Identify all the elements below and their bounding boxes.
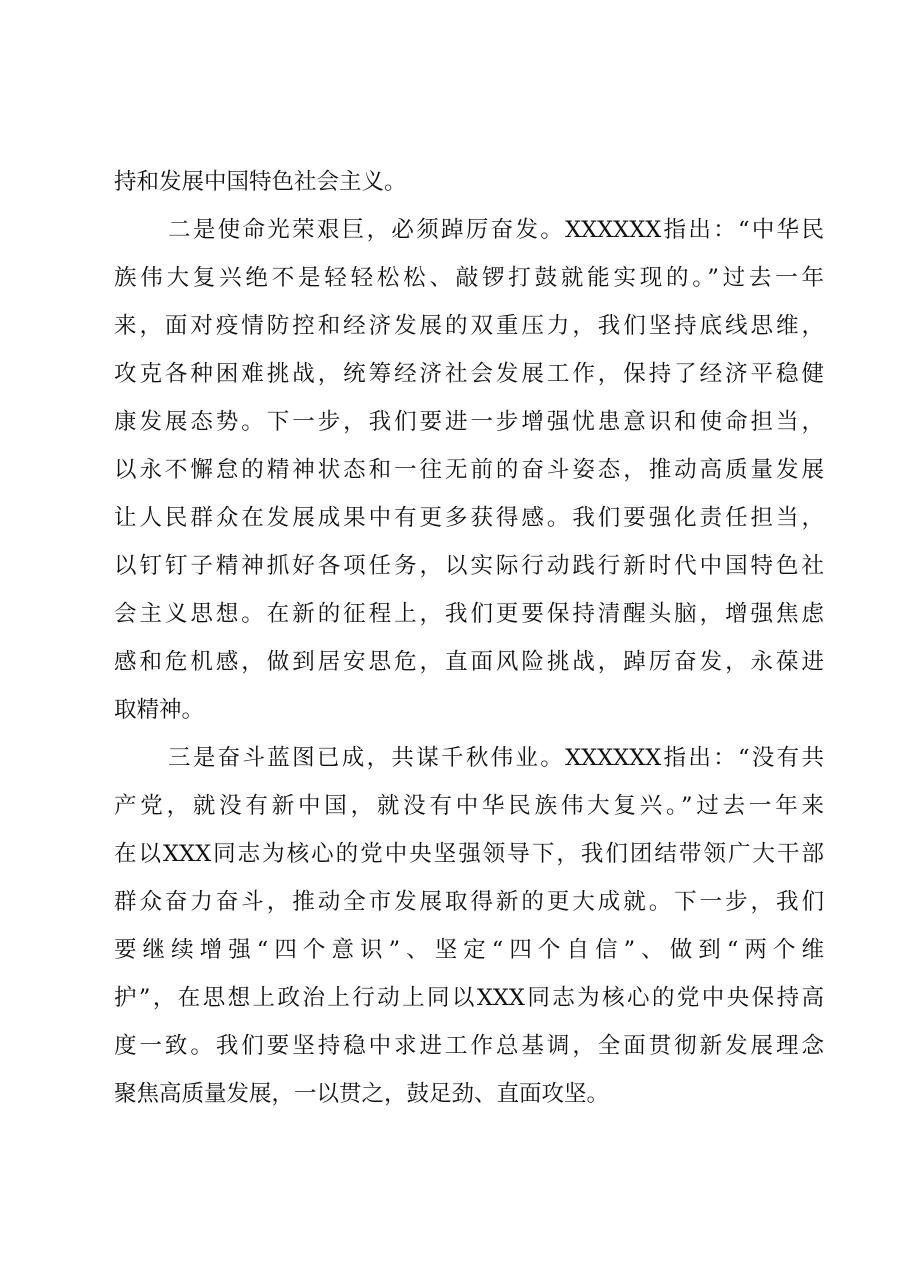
text-line: 来，面对疫情防控和经济发展的双重压力，我们坚持底线思维， bbox=[114, 313, 824, 339]
text-line: 取精神。 bbox=[114, 697, 205, 723]
text-line: 聚焦高质量发展，一以贯之，鼓足劲、直面攻坚。 bbox=[114, 1081, 610, 1107]
text-line: 在以XXX同志为核心的党中央坚强领导下，我们团结带领广大干部 bbox=[114, 841, 824, 867]
text-line: 群众奋力奋斗，推动全市发展取得新的更大成就。下一步，我们 bbox=[114, 889, 824, 915]
text-line: 族伟大复兴绝不是轻轻松松、敲锣打鼓就能实现的。”过去一年 bbox=[114, 265, 824, 291]
text-line: 二是使命光荣艰巨，必须踔厉奋发。XXXXXX指出：“中华民 bbox=[168, 217, 824, 243]
text-line: 以钉钉子精神抓好各项任务，以实际行动践行新时代中国特色社 bbox=[114, 553, 824, 579]
text-line: 让人民群众在发展成果中有更多获得感。我们要强化责任担当， bbox=[114, 505, 824, 531]
paragraph-3 bbox=[114, 734, 824, 1118]
text-line: 会主义思想。在新的征程上，我们更要保持清醒头脑，增强焦虑 bbox=[114, 601, 824, 627]
text-line: 以永不懈怠的精神状态和一往无前的奋斗姿态，推动高质量发展 bbox=[114, 457, 824, 483]
text-line: 要继续增强“四个意识”、坚定“四个自信”、做到“两个维 bbox=[114, 937, 824, 963]
text-line: 产党，就没有新中国，就没有中华民族伟大复兴。”过去一年来 bbox=[114, 793, 824, 819]
text-line: 三是奋斗蓝图已成，共谋千秋伟业。XXXXXX指出：“没有共 bbox=[168, 745, 824, 771]
text-line: 感和危机感，做到居安思危，直面风险挑战，踔厉奋发，永葆进 bbox=[114, 649, 824, 675]
paragraph-2 bbox=[114, 206, 824, 734]
paragraph-1 bbox=[114, 158, 824, 206]
document-body bbox=[114, 158, 824, 1118]
text-line: 康发展态势。下一步，我们要进一步增强忧患意识和使命担当， bbox=[114, 409, 824, 435]
text-line: 持和发展中国特色社会主义。 bbox=[114, 169, 407, 195]
text-line: 护”，在思想上政治上行动上同以XXX同志为核心的党中央保持高 bbox=[114, 985, 824, 1011]
text-line: 攻克各种困难挑战，统筹经济社会发展工作，保持了经济平稳健 bbox=[114, 361, 824, 387]
text-line: 度一致。我们要坚持稳中求进工作总基调，全面贯彻新发展理念 bbox=[114, 1033, 824, 1059]
